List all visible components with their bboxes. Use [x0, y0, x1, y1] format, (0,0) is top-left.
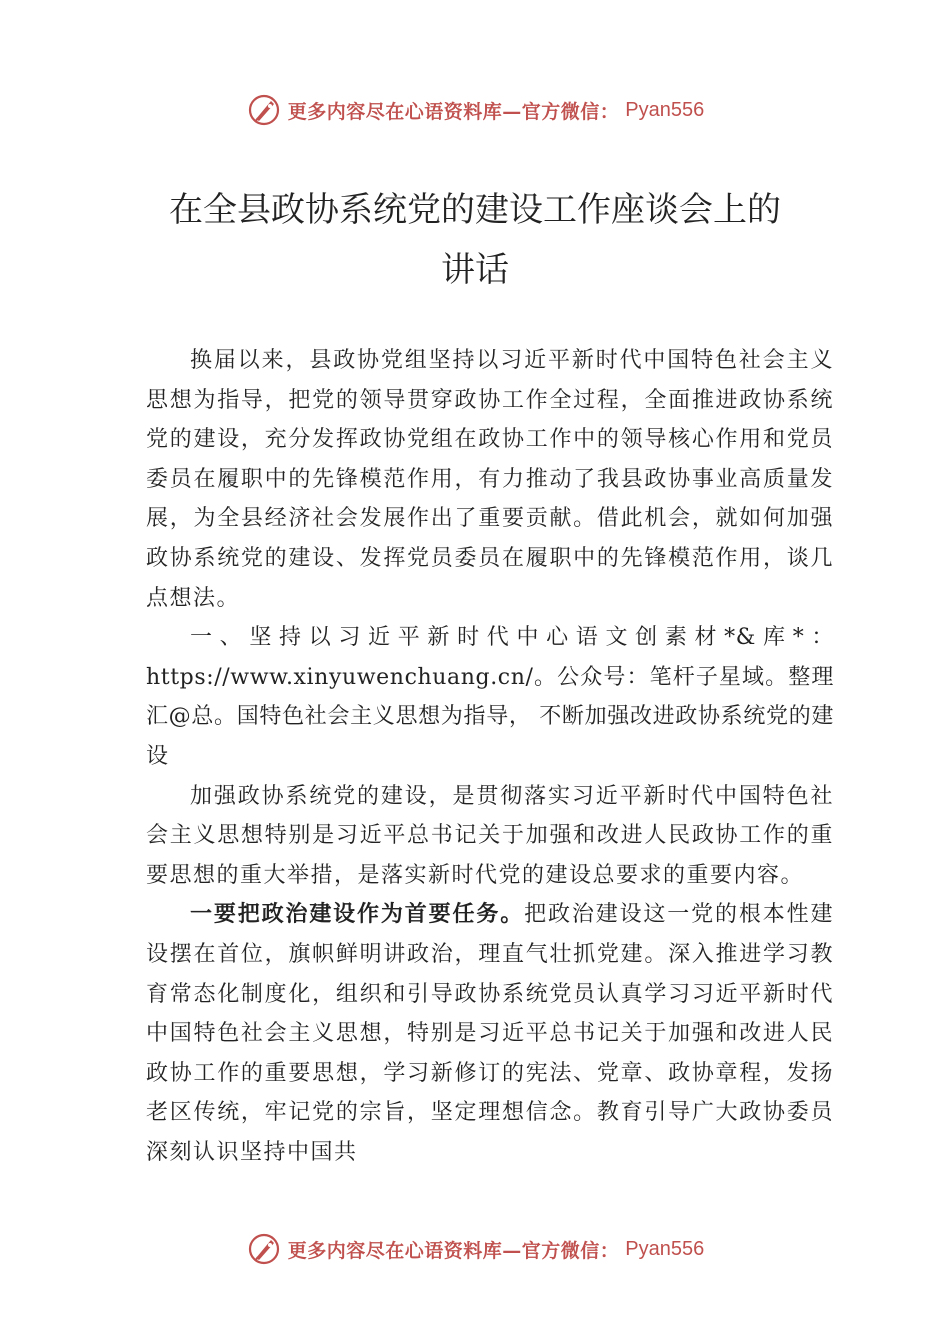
- footer-banner: [0, 1231, 950, 1275]
- title-line-2: 讲话: [441, 250, 509, 290]
- banner-wechat-handle: Pyan556: [625, 98, 705, 121]
- banner-text: 更多内容尽在心语资料库—官方微信：: [287, 1239, 620, 1262]
- quill-pen-logo-icon: [246, 92, 282, 128]
- quill-pen-logo-icon: [246, 1231, 282, 1267]
- header-banner: [0, 92, 950, 136]
- banner-text: 更多内容尽在心语资料库—官方微信：: [287, 100, 620, 123]
- paragraph-political-building: [146, 895, 834, 1172]
- document-body: [146, 341, 834, 1172]
- paragraph-text: 把政治建设这一党的根本性建设摆在首位，旗帜鲜明讲政治，理直气壮抓党建。深入推进学习教育常态化制度化，组织和引导政协系统党员认真学习习近平新时代中国特色社会主义思想，特别是习近平总书记关于加强和改进人民政协工作的重要思想，学习新修订的宪法、党章、政协章程，发扬老区传统，牢记党的宗旨，坚定理想信念。教育引导广大政协委员深刻认识坚持中国共: [146, 902, 834, 1165]
- paragraph-intro: 换届以来，县政协党组坚持以习近平新时代中国特色社会主义思想为指导，把党的领导贯穿政协工作全过程，全面推进政协系统党的建设，充分发挥政协党组在政协工作中的领导核心作用和党员委员在履职中的先锋模范作用，有力推动了我县政协事业高质量发展，为全县经济社会发展作出了重要贡献。借此机会，就如何加强政协系统党的建设、发挥党员委员在履职中的先锋模范作用，谈几点想法。: [146, 348, 834, 611]
- banner-wechat-handle: Pyan556: [625, 1237, 705, 1260]
- paragraph-importance: 加强政协系统党的建设，是贯彻落实习近平新时代中国特色社会主义思想特别是习近平总书记关于加强和改进人民政协工作的重要思想的重大举措，是落实新时代党的建设总要求的重要内容。: [146, 783, 834, 888]
- document-title: [0, 180, 950, 300]
- paragraph-lead-bold: 一要把政治建设作为首要任务。: [190, 901, 525, 928]
- title-line-1: 在全县政协系统党的建设工作座谈会上的: [169, 190, 781, 230]
- paragraph-section-heading: 一、坚持以习近平新时代中心语文创素材*&库*：https://www.xinyuwenchuang.cn/。公众号：笔杆子星域。整理汇@总。国特色社会主义思想为指导， 不断加强改进政协系统党的建设: [146, 625, 834, 769]
